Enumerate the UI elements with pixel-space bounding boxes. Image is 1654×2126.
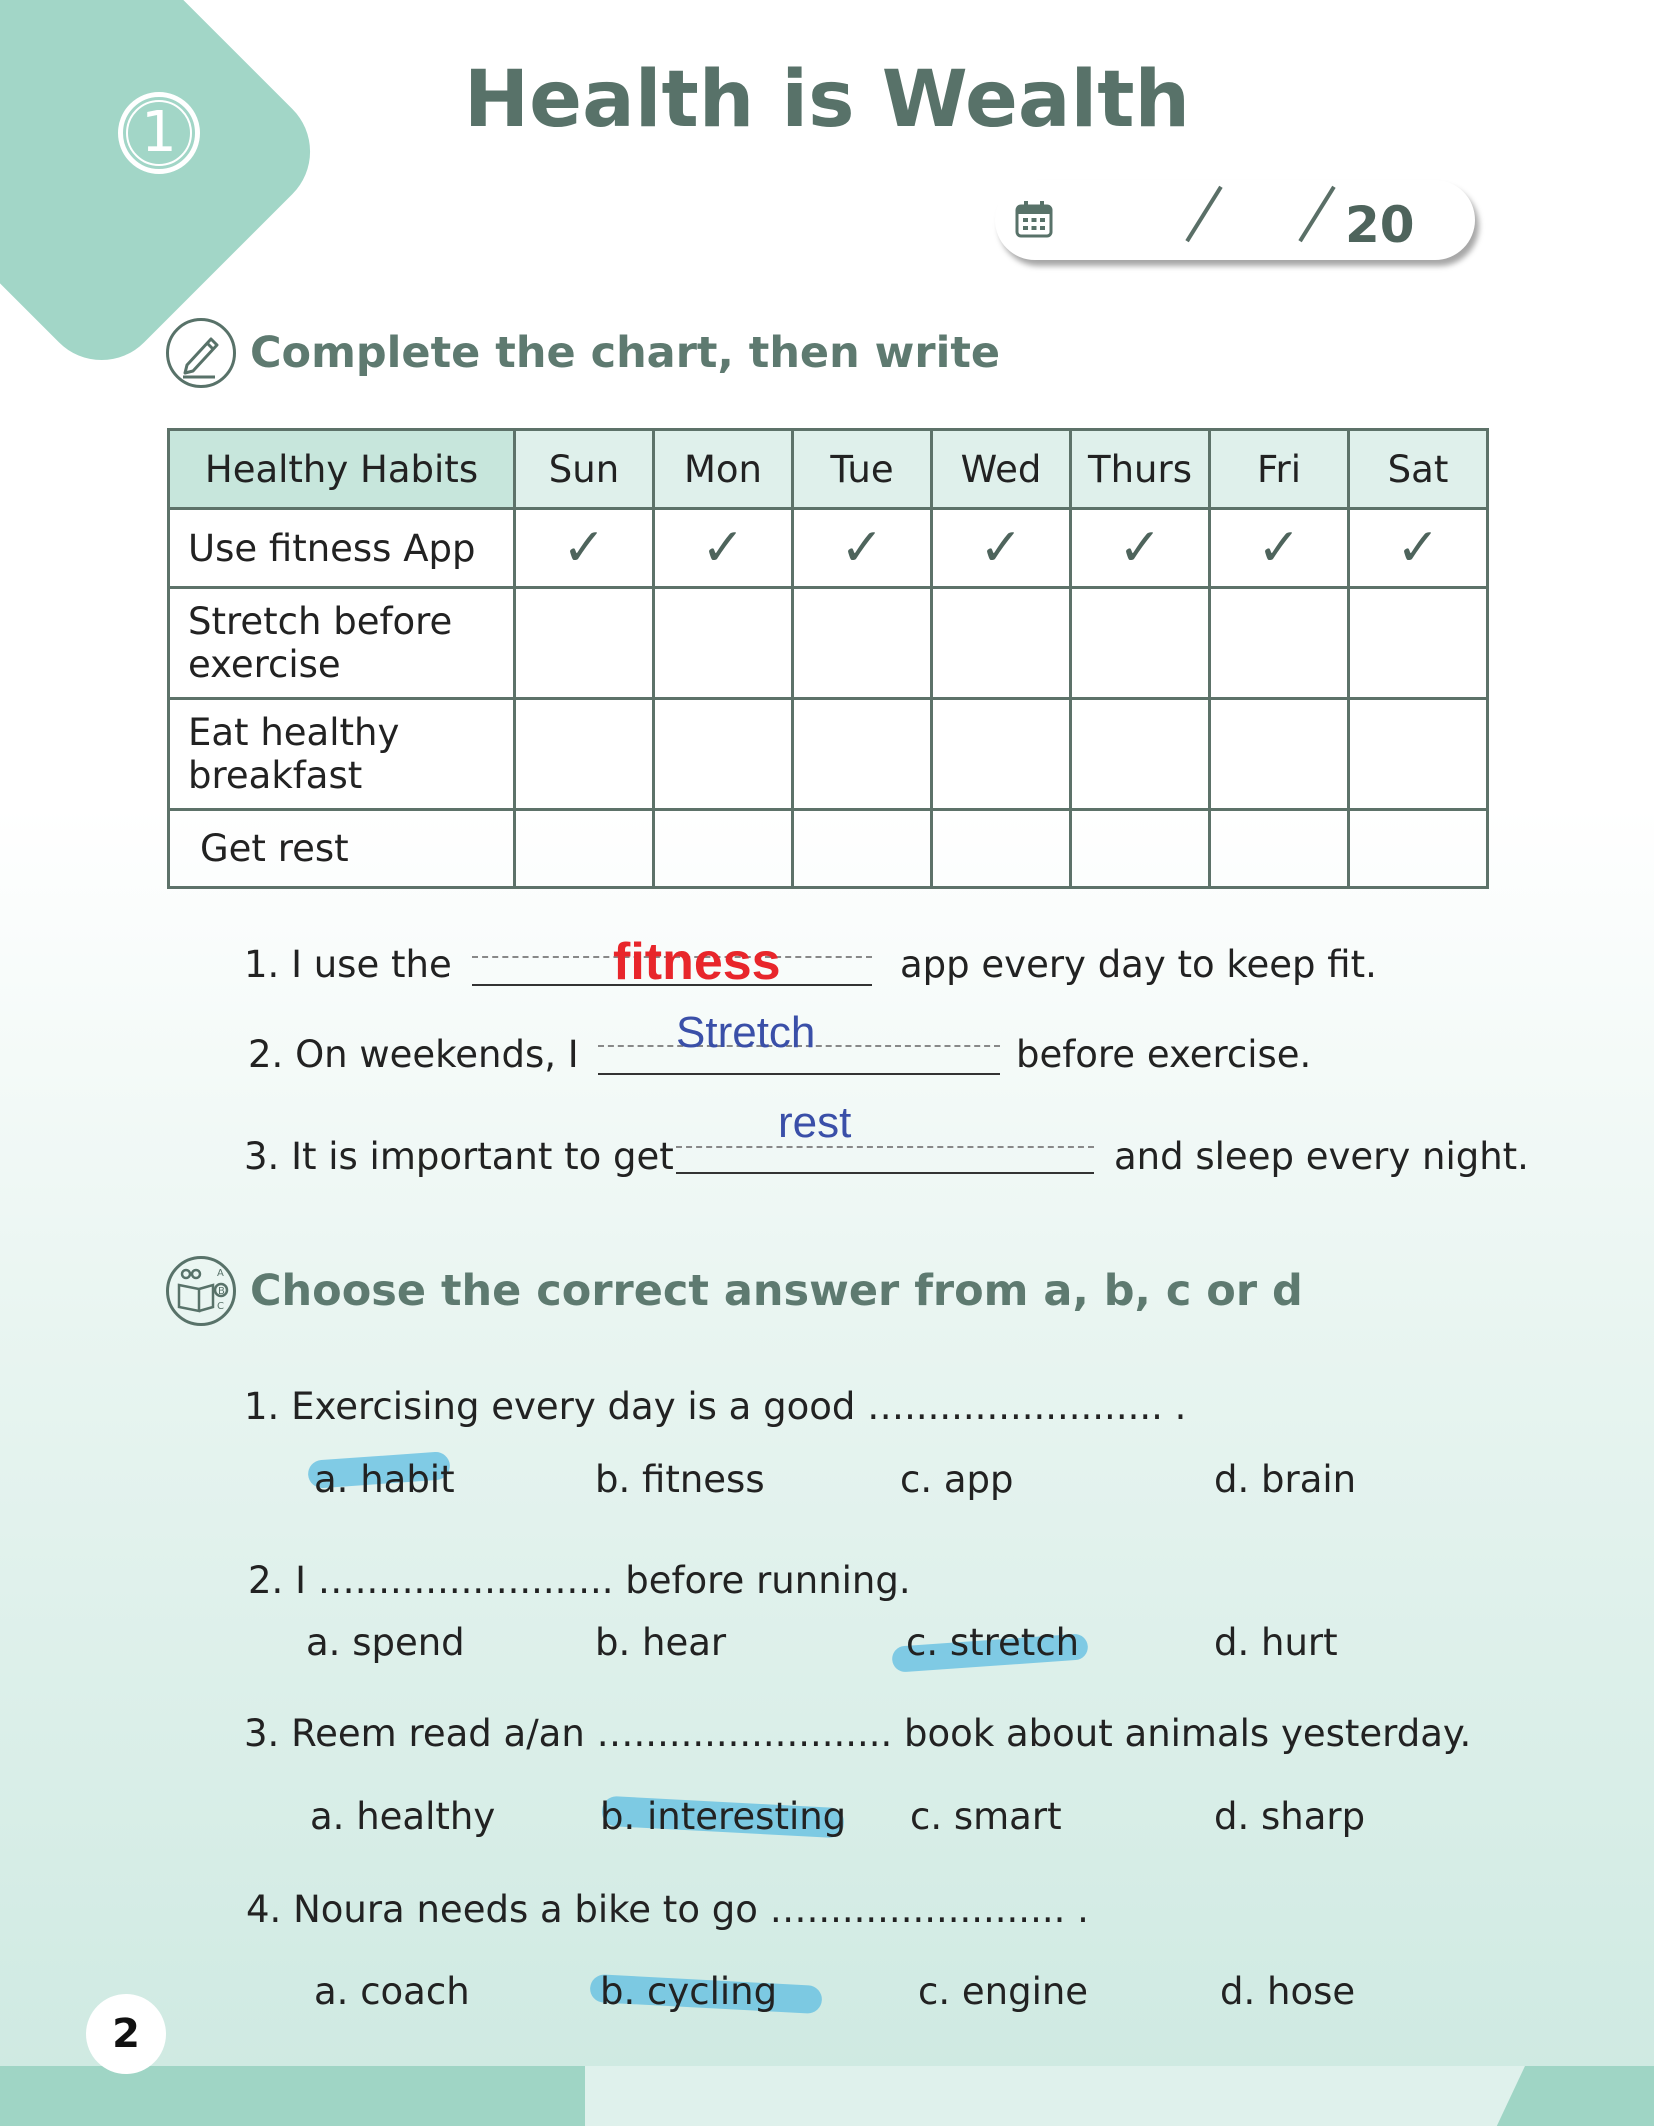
- habit-label: Eat healthy breakfast: [169, 699, 515, 810]
- sentence-3-blank[interactable]: [676, 1172, 1094, 1174]
- chart-header-row: [169, 430, 1488, 509]
- option-4d[interactable]: d. hose: [1220, 1970, 1356, 2013]
- svg-text:A: A: [217, 1268, 224, 1279]
- option-1a[interactable]: a. habit: [314, 1458, 455, 1501]
- date-year: 20: [1345, 196, 1415, 254]
- habit-label: Stretch before exercise: [169, 588, 515, 699]
- check-cell[interactable]: ✓: [1071, 509, 1210, 588]
- header-wed: Wed: [932, 430, 1071, 509]
- option-1c[interactable]: c. app: [900, 1458, 1014, 1501]
- check-cell[interactable]: [1349, 588, 1488, 699]
- table-row: [169, 810, 1488, 888]
- header-sat: Sat: [1349, 430, 1488, 509]
- option-2d[interactable]: d. hurt: [1214, 1621, 1338, 1664]
- habit-label: Use fitness App: [169, 509, 515, 588]
- check-cell[interactable]: [1071, 699, 1210, 810]
- sentence-2-end: before exercise.: [1016, 1033, 1312, 1076]
- sentence-2-blank[interactable]: [598, 1073, 1000, 1075]
- option-4c[interactable]: c. engine: [918, 1970, 1089, 2013]
- check-cell[interactable]: [654, 588, 793, 699]
- check-cell[interactable]: [932, 810, 1071, 888]
- footer-band-light: [585, 2066, 1525, 2126]
- table-row: [169, 699, 1488, 810]
- option-3c[interactable]: c. smart: [910, 1795, 1062, 1838]
- question-1: 1. Exercising every day is a good …...................... .: [244, 1385, 1187, 1428]
- check-cell[interactable]: ✓: [654, 509, 793, 588]
- check-cell[interactable]: [515, 699, 654, 810]
- check-cell[interactable]: ✓: [793, 509, 932, 588]
- header-mon: Mon: [654, 430, 793, 509]
- calendar-icon: [1015, 200, 1053, 238]
- option-4a[interactable]: a. coach: [314, 1970, 470, 2013]
- check-cell[interactable]: [932, 588, 1071, 699]
- unit-number-badge: 1: [118, 92, 200, 174]
- habits-chart: [167, 428, 1489, 889]
- option-3b[interactable]: b. interesting: [600, 1795, 847, 1838]
- habit-label: Get rest: [169, 810, 515, 888]
- option-3d[interactable]: d. sharp: [1214, 1795, 1366, 1838]
- sentence-1-answer: fitness: [613, 933, 781, 991]
- table-row: [169, 509, 1488, 588]
- option-3a[interactable]: a. healthy: [310, 1795, 496, 1838]
- option-2b[interactable]: b. hear: [595, 1621, 727, 1664]
- pencil-section-icon: [166, 318, 236, 388]
- check-cell[interactable]: [1071, 588, 1210, 699]
- check-cell[interactable]: [654, 810, 793, 888]
- option-1d[interactable]: d. brain: [1214, 1458, 1357, 1501]
- option-4b[interactable]: b. cycling: [600, 1970, 778, 2013]
- check-cell[interactable]: [515, 588, 654, 699]
- check-cell[interactable]: [793, 588, 932, 699]
- header-habits: Healthy Habits: [169, 430, 515, 509]
- check-cell[interactable]: [793, 699, 932, 810]
- svg-text:C: C: [217, 1301, 224, 1312]
- sentence-3-end: and sleep every night.: [1114, 1135, 1529, 1178]
- check-cell[interactable]: [793, 810, 932, 888]
- check-cell[interactable]: ✓: [932, 509, 1071, 588]
- book-section-icon: [166, 1256, 236, 1326]
- option-2a[interactable]: a. spend: [306, 1621, 465, 1664]
- sentence-3-answer: rest: [778, 1098, 852, 1147]
- sentence-1-end: app every day to keep fit.: [900, 943, 1377, 986]
- check-cell[interactable]: [1349, 699, 1488, 810]
- sentence-2-answer: Stretch: [676, 1008, 816, 1057]
- page-number: 2: [86, 1994, 166, 2074]
- sentence-3-start: 3. It is important to get: [244, 1135, 674, 1178]
- sentence-3-dash: [676, 1146, 1094, 1148]
- question-4: 4. Noura needs a bike to go …...................... .: [246, 1888, 1089, 1931]
- check-cell[interactable]: [1071, 810, 1210, 888]
- header-tue: Tue: [793, 430, 932, 509]
- check-cell[interactable]: ✓: [1210, 509, 1349, 588]
- check-cell[interactable]: [932, 699, 1071, 810]
- pencil-icon: [169, 321, 233, 385]
- option-2c[interactable]: c. stretch: [906, 1621, 1080, 1664]
- question-2: 2. I …...................... before running.: [248, 1559, 911, 1602]
- header-sun: Sun: [515, 430, 654, 509]
- check-cell[interactable]: [654, 699, 793, 810]
- check-cell[interactable]: [1210, 699, 1349, 810]
- question-3: 3. Reem read a/an …...................... book about animals yesterday.: [244, 1712, 1472, 1755]
- check-cell[interactable]: [1349, 810, 1488, 888]
- sentence-2-start: 2. On weekends, I: [248, 1033, 579, 1076]
- check-cell[interactable]: ✓: [1349, 509, 1488, 588]
- section-title-choose-answer: Choose the correct answer from a, b, c or d: [250, 1266, 1303, 1316]
- check-cell[interactable]: [1210, 588, 1349, 699]
- option-1b[interactable]: b. fitness: [595, 1458, 765, 1501]
- sentence-1-start: 1. I use the: [244, 943, 452, 986]
- page-title: Health is Wealth: [463, 55, 1191, 145]
- open-book-abc-icon: [169, 1259, 233, 1323]
- section-title-complete-chart: Complete the chart, then write: [250, 328, 1001, 378]
- check-cell[interactable]: ✓: [515, 509, 654, 588]
- header-fri: Fri: [1210, 430, 1349, 509]
- table-row: [169, 588, 1488, 699]
- check-cell[interactable]: [1210, 810, 1349, 888]
- svg-text:B: B: [218, 1286, 225, 1297]
- check-cell[interactable]: [515, 810, 654, 888]
- header-thurs: Thurs: [1071, 430, 1210, 509]
